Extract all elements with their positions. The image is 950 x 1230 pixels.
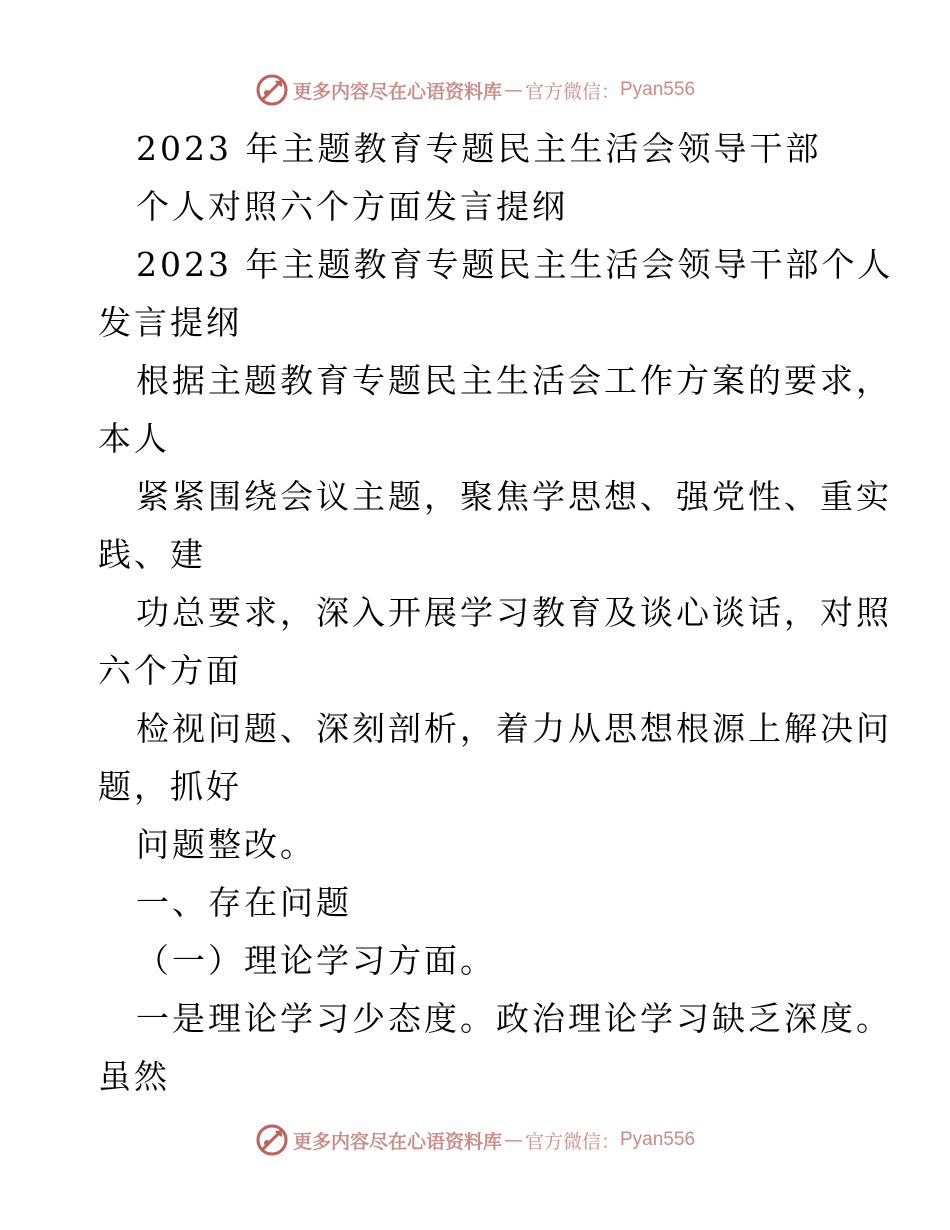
watermark-wechat-label: 官方微信： [524, 1130, 620, 1153]
paragraph-line: 虽然 [98, 1057, 170, 1096]
paragraph-line: 根据主题教育专题民主生活会工作方案的要求， [136, 361, 892, 400]
title-line-1: 2023 年主题教育专题民主生活会领导干部 [136, 129, 822, 168]
paragraph-line: 功总要求，深入开展学习教育及谈心谈话，对照 [136, 593, 892, 632]
paragraph-line: 一是理论学习少态度。政治理论学习缺乏深度。 [136, 999, 892, 1038]
subsection-heading: （一）理论学习方面。 [136, 941, 496, 980]
paragraph-line: 题，抓好 [98, 767, 242, 806]
paragraph-line: 紧紧围绕会议主题，聚焦学思想、强党性、重实 [136, 477, 892, 516]
watermark-wechat-id: Pyan556 [620, 79, 696, 100]
watermark-separator: — [503, 79, 523, 101]
watermark-wechat-id: Pyan556 [620, 1129, 696, 1150]
watermark-text: 更多内容尽在心语资料库 [292, 1130, 502, 1153]
subtitle-line-1: 2023 年主题教育专题民主生活会领导干部个人 [136, 245, 894, 284]
paragraph-line: 践、建 [98, 535, 206, 574]
watermark-wechat-label: 官方微信： [524, 80, 620, 103]
watermark-separator: — [503, 1129, 523, 1151]
watermark-footer [0, 1120, 950, 1160]
subtitle-line-2: 发言提纲 [98, 303, 242, 342]
paragraph-line: 问题整改。 [136, 825, 316, 864]
watermark-text: 更多内容尽在心语资料库 [292, 80, 502, 103]
paragraph-line: 检视问题、深刻剖析，着力从思想根源上解决问 [136, 709, 892, 748]
section-heading: 一、存在问题 [136, 883, 352, 922]
paragraph-line: 六个方面 [98, 651, 242, 690]
quill-logo-icon [255, 73, 289, 107]
paragraph-line: 本人 [98, 419, 170, 458]
title-line-2: 个人对照六个方面发言提纲 [136, 187, 568, 226]
document-body [98, 120, 894, 1106]
watermark-header [0, 70, 950, 110]
quill-logo-icon [255, 1123, 289, 1157]
